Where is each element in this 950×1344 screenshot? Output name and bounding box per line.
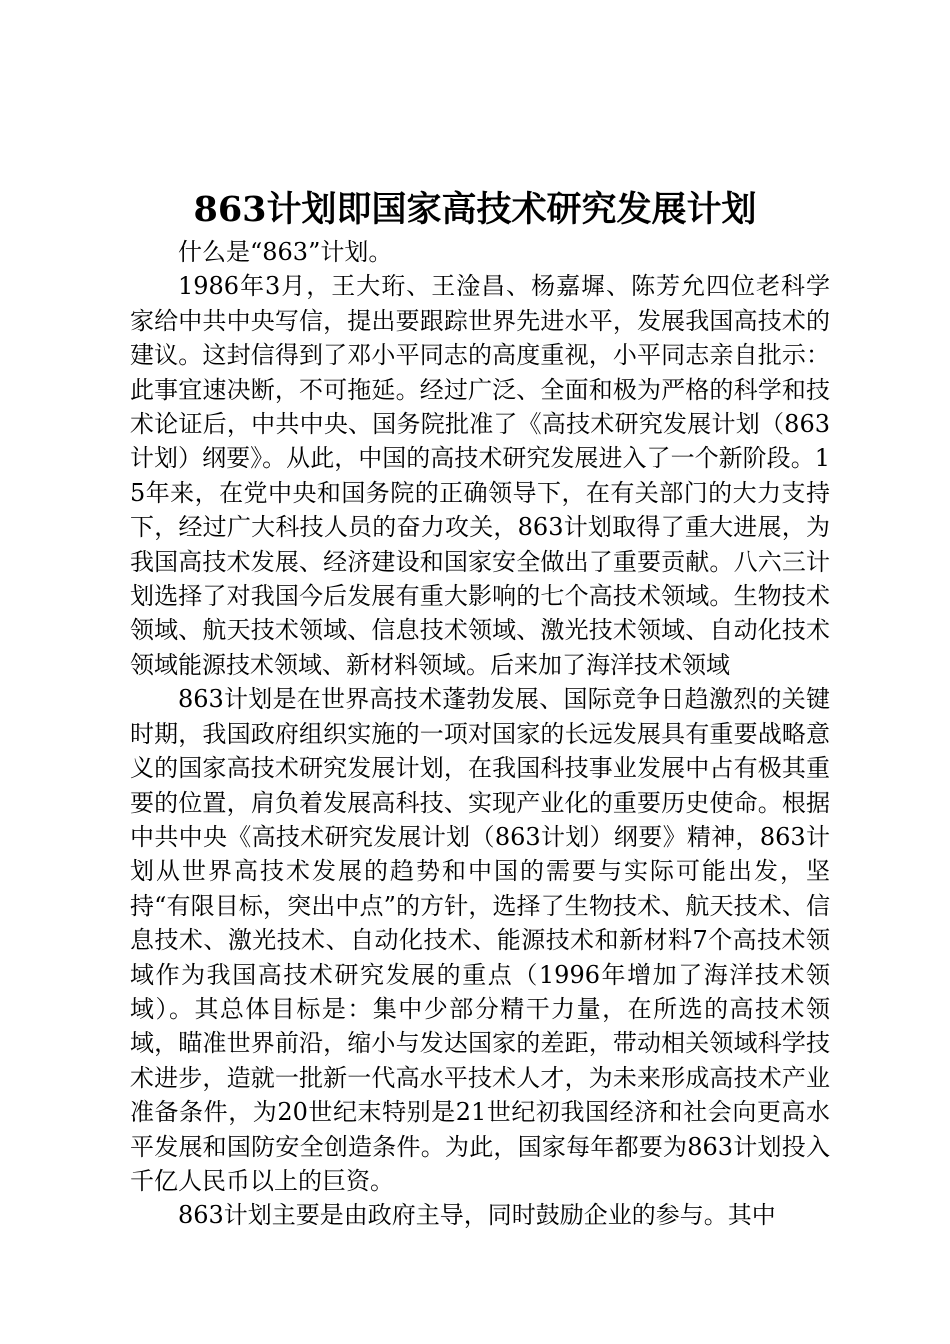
paragraph-government-role: 863计划主要是由政府主导，同时鼓励企业的参与。其中: [178, 1201, 776, 1230]
document-title: 863计划即国家高技术研究发展计划: [193, 189, 757, 230]
paragraph-history: 1986年3月，王大珩、王淦昌、杨嘉墀、陈芳允四位老科学家给中共中央写信，提出要跟踪世界先进水平，发展我国高技术的建议。这封信得到了邓小平同志的高度重视，小平同志亲自批示：此事宜速决断，不可拖延。经过广泛、全面和极为严格的科学和技术论证后，中共中央、国务院批准了《高技术研究发展计划（863计划）纲要》。从此，中国的高技术研究发展进入了一个新阶段。15年来，在党中央和国务院的正确领导下，在有关部门的大力支持下，经过广大科技人员的奋力攻关，863计划取得了重大进展，为我国高技术发展、经济建设和国家安全做出了重要贡献。八六三计划选择了对我国今后发展有重大影响的七个高技术领域。生物技术领域、航天技术领域、信息技术领域、激光技术领域、自动化技术领域能源技术领域、新材料领域。后来加了海洋技术领域: [130, 272, 830, 679]
document-body: [130, 235, 830, 1233]
paragraph-significance: 863计划是在世界高技术蓬勃发展、国际竞争日趋激烈的关键时期，我国政府组织实施的一项对国家的长远发展具有重要战略意义的国家高技术研究发展计划，在我国科技事业发展中占有极其重要的位置，肩负着发展高科技、实现产业化的重要历史使命。根据中共中央《高技术研究发展计划（863计划）纲要》精神，863计划从世界高技术发展的趋势和中国的需要与实际可能出发，坚持“有限目标，突出中点”的方针，选择了生物技术、航天技术、信息技术、激光技术、自动化技术、能源技术和新材料7个高技术领域作为我国高技术研究发展的重点（1996年增加了海洋技术领域）。其总体目标是：集中少部分精干力量，在所选的高技术领域，瞄准世界前沿，缩小与发达国家的差距，带动相关领域科学技术进步，造就一批新一代高水平技术人才，为未来形成高技术产业准备条件，为20世纪末特别是21世纪初我国经济和社会向更高水平发展和国防安全创造条件。为此，国家每年都要为863计划投入千亿人民币以上的巨资。: [130, 685, 830, 1195]
paragraph-intro: 什么是“863”计划。: [178, 238, 393, 266]
